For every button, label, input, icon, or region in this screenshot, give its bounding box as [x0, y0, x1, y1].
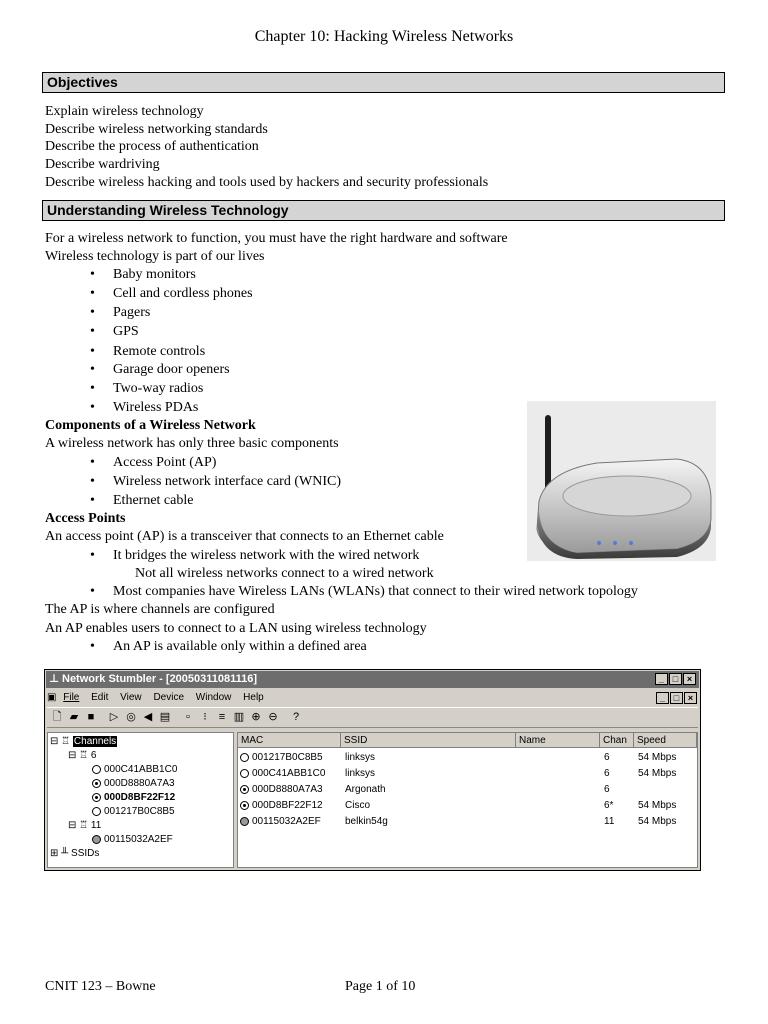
row-mac[interactable] — [240, 816, 321, 828]
bullet-text: Remote controls — [113, 344, 206, 359]
bullet-item: • An AP is available only within a defined area — [90, 639, 367, 654]
mac-value: 000D8880A7A3 — [252, 784, 323, 795]
paragraph: An access point (AP) is a transceiver that connects to an Ethernet cable — [45, 529, 444, 544]
objective-item: Describe the process of authentication — [45, 139, 259, 154]
tree-channel-6[interactable]: ⊟ ♖ 6 — [68, 750, 97, 761]
footer-page-number: Page 1 of 10 — [345, 979, 416, 994]
paragraph: Wireless technology is part of our lives — [45, 249, 265, 264]
bullet-item: • Wireless PDAs — [90, 400, 199, 415]
radio-grey-icon — [92, 835, 101, 844]
column-header-mac[interactable]: MAC — [238, 733, 341, 748]
bullet-text: GPS — [113, 324, 139, 339]
objective-item: Describe wardriving — [45, 157, 160, 172]
window-titlebar — [46, 671, 699, 688]
row-ssid: Argonath — [345, 784, 386, 795]
mac-value: 00115032A2EF — [252, 816, 321, 827]
bullet-item: • Two-way radios — [90, 381, 204, 396]
sound-icon[interactable]: ◀ — [143, 711, 153, 723]
tower-icon: ♖ — [79, 820, 89, 831]
paragraph: A wireless network has only three basic components — [45, 436, 339, 451]
bullet-item: • Pagers — [90, 305, 151, 320]
paragraph: The AP is where channels are configured — [45, 602, 275, 617]
row-mac[interactable] — [240, 800, 323, 812]
radio-off-icon — [92, 765, 101, 774]
row-ssid: Cisco — [345, 800, 371, 811]
row-speed: 54 Mbps — [638, 816, 677, 827]
row-chan: 11 — [604, 816, 615, 827]
bullet-item: • Remote controls — [90, 344, 206, 359]
open-icon[interactable]: ▰ — [69, 711, 79, 723]
subheading-access-points: Access Points — [45, 511, 126, 526]
bullet-text: It bridges the wireless network with the wired network — [113, 548, 420, 563]
menu-edit[interactable]: Edit — [91, 692, 109, 703]
menu-device[interactable]: Device — [153, 692, 185, 703]
tree-mac-item[interactable] — [92, 834, 173, 846]
bullet-item: • Most companies have Wireless LANs (WLANs) that connect to their wired network topology — [90, 584, 638, 599]
row-chan: 6 — [604, 784, 610, 795]
scan-icon[interactable]: ◎ — [126, 711, 136, 723]
tower-icon: ♖ — [61, 736, 71, 747]
tree-root[interactable]: ⊟ ♖ Channels — [50, 736, 117, 747]
window-title: Network Stumbler - [20050311081116] — [62, 673, 258, 685]
antenna-icon: ⊥ — [49, 673, 60, 685]
row-speed: 54 Mbps — [638, 768, 677, 779]
bullet-text: Baby monitors — [113, 267, 196, 282]
play-icon[interactable]: ▷ — [109, 711, 119, 723]
tree-channel-11[interactable]: ⊟ ♖ 11 — [68, 820, 102, 831]
bullet-item: • GPS — [90, 324, 139, 339]
subheading-components: Components of a Wireless Network — [45, 418, 256, 433]
paragraph: An AP enables users to connect to a LAN using wireless technology — [45, 621, 427, 636]
bullet-text: Wireless network interface card (WNIC) — [113, 474, 341, 489]
mdi-minimize-button[interactable]: _ — [656, 692, 669, 704]
wireless-router-icon — [527, 401, 716, 561]
wireless-heading: Understanding Wireless Technology — [42, 200, 725, 221]
doc-icon: ▣ — [47, 692, 57, 703]
objective-item: Describe wireless hacking and tools used by hackers and security professionals — [45, 175, 489, 190]
menu-bar — [47, 690, 698, 706]
column-header-name[interactable]: Name — [516, 733, 600, 748]
tree-mac-item[interactable] — [92, 792, 175, 804]
mdi-close-button[interactable]: × — [684, 692, 697, 704]
help-icon[interactable]: ? — [292, 711, 300, 723]
row-speed: 54 Mbps — [638, 752, 677, 763]
bullet-text: Garage door openers — [113, 362, 230, 377]
zoom-out-icon[interactable]: ⊖ — [268, 711, 278, 723]
bullet-item: • Garage door openers — [90, 362, 230, 377]
menu-file[interactable]: File — [63, 692, 80, 703]
ap-list — [237, 732, 698, 868]
ssids-label: SSIDs — [71, 848, 100, 859]
row-mac[interactable] — [240, 768, 325, 780]
maximize-button[interactable]: □ — [669, 673, 682, 685]
row-ssid: linksys — [345, 768, 376, 779]
row-chan: 6 — [604, 752, 610, 763]
mac-label: 000D8BF22F12 — [104, 792, 176, 803]
radio-grey-icon — [240, 817, 249, 826]
bullet-item: • Cell and cordless phones — [90, 286, 253, 301]
row-mac[interactable] — [240, 752, 323, 764]
mac-label: 000D8880A7A3 — [104, 778, 175, 789]
bullet-text: Ethernet cable — [113, 493, 194, 508]
bullet-text: Pagers — [113, 305, 151, 320]
objective-item: Describe wireless networking standards — [45, 122, 268, 137]
tree-root-label: Channels — [73, 736, 117, 747]
mac-label: 00115032A2EF — [104, 834, 173, 845]
tower-icon: ♖ — [79, 750, 89, 761]
radio-off-icon — [240, 769, 249, 778]
tree-ssids[interactable]: ⊞ ╨ SSIDs — [50, 848, 100, 859]
save-icon[interactable]: ■ — [87, 711, 95, 723]
mac-value: 001217B0C8B5 — [252, 752, 323, 763]
config-icon[interactable]: ▤ — [159, 711, 171, 723]
tree-mac-item[interactable] — [92, 764, 177, 776]
bullet-item: • Baby monitors — [90, 267, 196, 282]
menu-window[interactable]: Window — [195, 692, 232, 703]
sub-item: Not all wireless networks connect to a wired network — [135, 566, 434, 581]
objectives-heading: Objectives — [42, 72, 725, 93]
column-header-chan[interactable]: Chan — [600, 733, 634, 748]
toolbar — [47, 707, 698, 728]
bullet-item: • Access Point (AP) — [90, 455, 217, 470]
mac-value: 000C41ABB1C0 — [252, 768, 326, 779]
mac-value: 000D8BF22F12 — [252, 800, 323, 811]
mac-label: 001217B0C8B5 — [104, 806, 175, 817]
paragraph: For a wireless network to function, you must have the right hardware and software — [45, 231, 508, 246]
netstumbler-window — [44, 669, 701, 871]
zoom-in-icon[interactable]: ⊕ — [251, 711, 261, 723]
menu-help[interactable]: Help — [243, 692, 264, 703]
radio-on-icon — [92, 793, 101, 802]
radio-on-icon — [240, 801, 249, 810]
radio-on-icon — [92, 779, 101, 788]
details-icon[interactable]: ▥ — [233, 711, 245, 723]
bullet-text: Two-way radios — [113, 381, 204, 396]
objective-item: Explain wireless technology — [45, 104, 204, 119]
bullet-text: An AP is available only within a defined area — [113, 639, 367, 654]
column-header-speed[interactable]: Speed — [634, 733, 697, 748]
bullet-item: • Ethernet cable — [90, 493, 194, 508]
network-icon: ╨ — [61, 848, 69, 859]
mac-label: 000C41ABB1C0 — [104, 764, 178, 775]
row-mac[interactable] — [240, 784, 323, 796]
row-chan: 6* — [604, 800, 614, 811]
minimize-button[interactable]: _ — [655, 673, 668, 685]
page-title: Chapter 10: Hacking Wireless Networks — [254, 28, 514, 45]
list-icon[interactable]: ≡ — [218, 711, 226, 723]
large-icons-icon[interactable]: ▫ — [186, 711, 190, 723]
channel-label: 6 — [90, 750, 97, 761]
bullet-text: Cell and cordless phones — [113, 286, 253, 301]
menu-view[interactable]: View — [120, 692, 142, 703]
channel-label: 11 — [90, 820, 102, 831]
close-button[interactable]: × — [683, 673, 696, 685]
router-image — [527, 401, 716, 561]
bullet-item: • It bridges the wireless network with the wired network — [90, 548, 420, 563]
row-speed: 54 Mbps — [638, 800, 677, 811]
small-icons-icon[interactable]: ⁝ — [203, 711, 207, 723]
new-icon[interactable]: 🗋 — [52, 711, 62, 723]
row-ssid: belkin54g — [345, 816, 388, 827]
footer-course: CNIT 123 – Bowne — [45, 979, 156, 994]
row-chan: 6 — [604, 768, 610, 779]
radio-off-icon — [92, 807, 101, 816]
bullet-text: Wireless PDAs — [113, 400, 199, 415]
column-header-ssid[interactable]: SSID — [341, 733, 516, 748]
bullet-text: Access Point (AP) — [113, 455, 217, 470]
radio-off-icon — [240, 753, 249, 762]
tree-mac-item[interactable] — [92, 806, 175, 818]
bullet-text: Most companies have Wireless LANs (WLANs) that connect to their wired network topology — [113, 584, 638, 599]
tree-pane — [47, 732, 234, 868]
mdi-restore-button[interactable]: □ — [670, 692, 683, 704]
row-ssid: linksys — [345, 752, 376, 763]
bullet-item: • Wireless network interface card (WNIC) — [90, 474, 341, 489]
tree-mac-item[interactable] — [92, 778, 175, 790]
radio-on-icon — [240, 785, 249, 794]
